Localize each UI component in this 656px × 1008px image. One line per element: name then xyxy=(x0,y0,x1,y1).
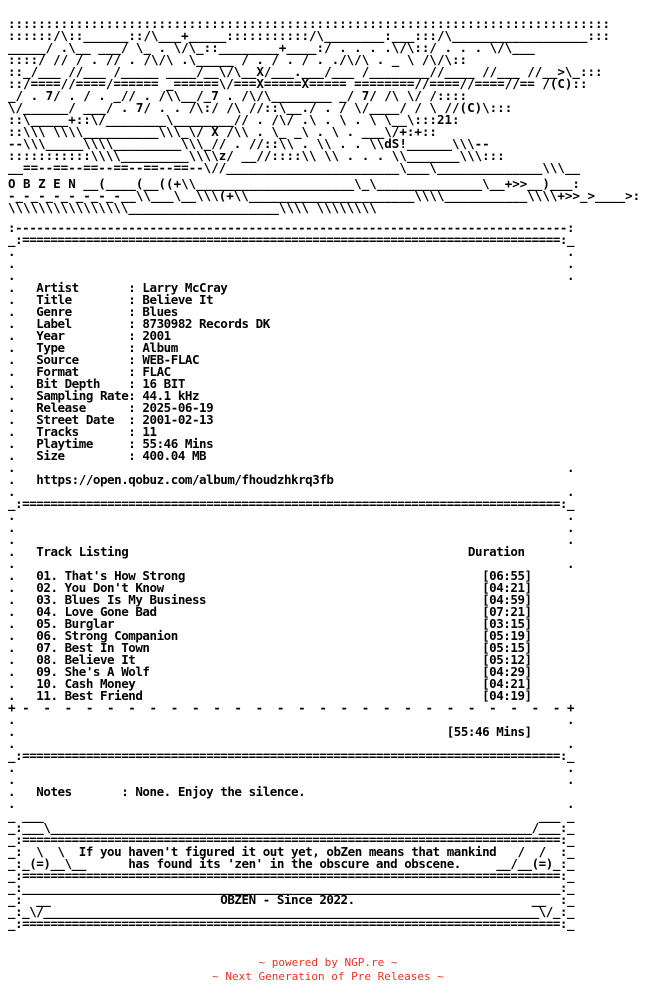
nfo-line: . . xyxy=(8,532,575,547)
release-field: . Type : Album xyxy=(8,340,178,355)
nfo-line: _:____________________________________________________________________________:_ xyxy=(8,880,575,895)
track-row: . 09. She's A Wolf [04:29] xyxy=(8,664,532,679)
release-field: . Tracks : 11 xyxy=(8,424,157,439)
release-field: . Size : 400.04 MB xyxy=(8,448,207,463)
footer-tagline: ~ Next Generation of Pre Releases ~ xyxy=(212,970,444,983)
nfo-line: _ ___ ___ _ xyxy=(8,808,575,823)
release-field: . Artist : Larry McCray xyxy=(8,280,228,295)
logo-row: __==--==--==--==--==--==--\//_______________________\___\______________\\\__ xyxy=(8,160,580,175)
nfo-line: . . xyxy=(8,712,575,727)
nfo-line: _:_\/______________________________________________________________________\/_:_ xyxy=(8,904,575,919)
track-row: . 11. Best Friend [04:19] xyxy=(8,688,532,703)
release-field: . Year : 2001 xyxy=(8,328,171,343)
nfo-text xyxy=(8,18,574,930)
nfo-line: . . xyxy=(8,484,575,499)
nfo-line: _:============================================================================:_ xyxy=(8,868,575,883)
logo-row: ::_/___ //___ /_____ ____/__\/\__X/___.___/___ /________//____ //___ //__>\_::: xyxy=(8,64,603,79)
notes: . Notes : None. Enjoy the silence. xyxy=(8,784,306,799)
release-field: . Bit Depth : 16 BIT xyxy=(8,376,185,391)
nfo-line: _: \ \ If you haven't figured it out yet, obZen means that mankind / / :_ xyxy=(8,844,575,859)
nfo-line: _:============================================================================:_ xyxy=(8,232,575,247)
nfo-line: . . xyxy=(8,760,575,775)
logo-row: _____/ .\__ ___/ \_ . \/\_::________+____:/ . . . .\/\::/ . . . \/\___ xyxy=(8,40,535,55)
logo-row: ::\\\ \\\\__________\\\_\/ X /\\ . \_ _\ . \ . ___\/+:+:: xyxy=(8,124,437,139)
tracklist-total: . [55:46 Mins] xyxy=(8,724,532,739)
logo-letters: O B Z E N __(____(__((+\\_____________________\_\______________\__+>>__)___: xyxy=(8,176,580,191)
logo-row: \\\\\\\\\\\\\\\\____________________\\\\ \\\\\\\\ xyxy=(8,200,377,215)
nfo-line: _:============================================================================:_ xyxy=(8,748,575,763)
nfo-line: . . xyxy=(8,736,575,751)
track-row: . 06. Strong Companion [05:19] xyxy=(8,628,532,643)
nfo-line: . . xyxy=(8,508,575,523)
track-row: . 10. Cash Money [04:21] xyxy=(8,676,532,691)
nfo-line: :------------------------------------------------------------------------------: xyxy=(8,220,575,235)
release-field: . Playtime : 55:46 Mins xyxy=(8,436,214,451)
logo-row: :::::::::::::::::::::::::::::::::::::::::::::::::::::::::::::::::::::::::::::::: xyxy=(8,18,611,31)
logo-row: --\\\_____\\\\_________\\\_// . //::\\ . \\ . . \\dS!______\\\-- xyxy=(8,136,490,151)
logo-row: :::::::::::\\\\_________\\\\z/ __//::::\\ \\ . . . \\_______\\\::: xyxy=(8,148,505,163)
nfo-line: _:_(=)__\__ has found its 'zen' in the obscure and obscene. __/__(=)_:_ xyxy=(8,856,575,871)
nfo-line: . . xyxy=(8,520,575,535)
track-row: . 03. Blues Is My Business [04:59] xyxy=(8,592,532,607)
release-field: . Format : FLAC xyxy=(8,364,171,379)
tracklist-heading: . Track Listing Duration xyxy=(8,544,525,559)
nfo-line: . . xyxy=(8,772,575,787)
nfo-line: . . xyxy=(8,256,575,271)
logo-row: ::/====//====/====== _======\/===X=====X===== ========//====//====//== /(C):: xyxy=(8,76,588,91)
nfo-line: _:___\____________________________________________________________________/___:_ xyxy=(8,820,575,835)
logo-row: ::::/ // / . // . /\/\ .\_____ / . / . / . ./\/\ . _ \ /\/\:: xyxy=(8,52,468,67)
release-field: . Label : 8730982 Records DK xyxy=(8,316,270,331)
release-field: . Genre : Blues xyxy=(8,304,178,319)
release-field: . Source : WEB-FLAC xyxy=(8,352,200,367)
nfo-line: + - - - - - - - - - - - - - - - - - - - - - - - - - - + xyxy=(8,700,575,715)
logo-row: -_-_-_-_-_-_-_-__\\___\__\\\(+\\______________________\\\\___________\\\\+>>_>____>: xyxy=(8,188,641,203)
nfo-line: . . xyxy=(8,460,575,475)
track-row: . 07. Best In Town [05:15] xyxy=(8,640,532,655)
release-field: . Street Date : 2001-02-13 xyxy=(8,412,214,427)
logo-row: ::::::/\::______::/\___+_____:::::::::::/\________:___:::/\__________________::: xyxy=(8,28,611,43)
nfo-line: . . xyxy=(8,268,575,283)
logo-row: _/ . 7/ . / . _// . /\\__/_7 . /\/\________ _/ 7/ /\ \/ /:::: xyxy=(8,88,468,103)
track-row: . 02. You Don't Know [04:21] xyxy=(8,580,532,595)
logo-row: \/______/ ___/ . 7/ . . /\:/ /\ //::\__./ . / \/____/ / \ //(C)\::: xyxy=(8,100,513,115)
track-row: . 01. That's How Strong [06:55] xyxy=(8,568,532,583)
nfo-line: . . xyxy=(8,244,575,259)
footer-powered-by: ~ powered by NGP.re ~ xyxy=(258,956,398,969)
nfo-line: . . xyxy=(8,556,575,571)
album-url: . https://open.qobuz.com/album/fhoudzhkrq3fb xyxy=(8,472,334,487)
release-field: . Title : Believe It xyxy=(8,292,214,307)
nfo-line: _:============================================================================:_ xyxy=(8,916,575,931)
track-row: . 04. Love Gone Bad [07:21] xyxy=(8,604,532,619)
nfo-line: _:============================================================================:_ xyxy=(8,832,575,847)
nfo-line: _:============================================================================:_ xyxy=(8,496,575,511)
track-row: . 08. Believe It [05:12] xyxy=(8,652,532,667)
nfo-line: . . xyxy=(8,796,575,811)
release-field: . Sampling Rate: 44.1 kHz xyxy=(8,388,200,403)
track-row: . 05. Burglar [03:15] xyxy=(8,616,532,631)
logo-row: ::\_____+::\/________\________// . /\/ .\ . \ . \ \__\:::21: xyxy=(8,112,460,127)
release-field: . Release : 2025-06-19 xyxy=(8,400,214,415)
nfo-line: _: __ OBZEN - Since 2022. __ :_ xyxy=(8,892,575,907)
